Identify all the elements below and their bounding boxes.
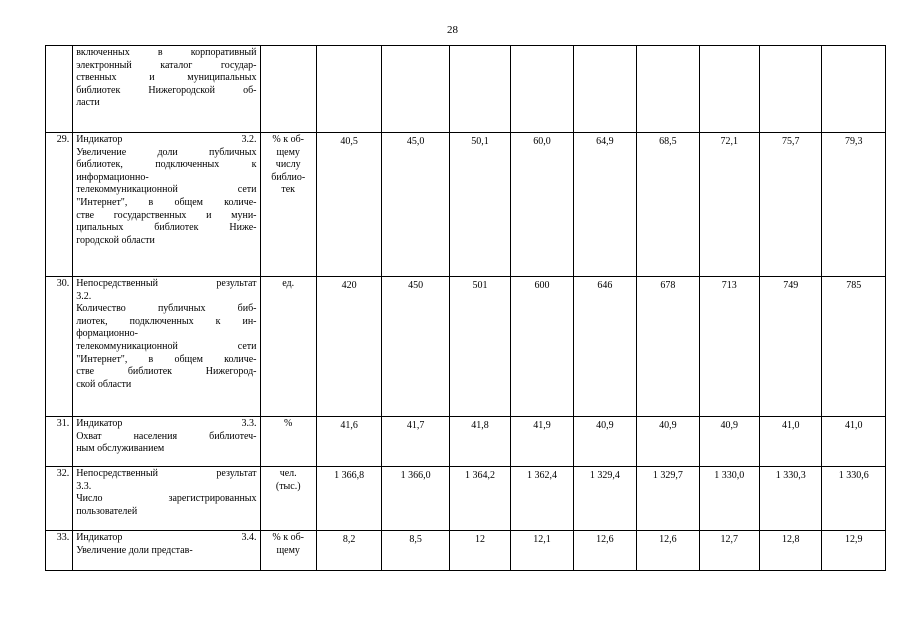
unit-line: % к об-	[272, 134, 305, 145]
value-cell: 1 364,2	[449, 467, 510, 531]
value-cell: 1 330,0	[699, 467, 759, 531]
value-cell: 450	[382, 277, 449, 417]
description-line: Охват населения библиотеч-	[76, 430, 257, 442]
value-cell	[637, 46, 699, 133]
description-line: 3.3.	[76, 480, 92, 492]
value-cell: 41,6	[316, 417, 381, 467]
value-cell	[822, 46, 886, 133]
unit-line: ед.	[282, 278, 295, 289]
value-cell	[511, 46, 573, 133]
description-line: пользователей	[76, 505, 138, 517]
description-line: стве государственных и муни-	[76, 209, 257, 221]
value-cell	[760, 46, 822, 133]
description-line: библиотек Нижегородской об-	[76, 84, 257, 96]
description-line: ласти	[76, 97, 100, 109]
indicator-description	[73, 277, 260, 417]
unit-line: чел.	[279, 468, 297, 479]
table-row	[46, 417, 886, 467]
description-line: формационно-	[76, 328, 138, 340]
indicator-description	[73, 531, 260, 571]
row-number: 33.	[46, 531, 73, 571]
value-cell: 40,5	[316, 133, 381, 277]
description-line: Непосредственный результат	[76, 278, 257, 289]
value-cell: 501	[449, 277, 510, 417]
value-cell: 600	[511, 277, 573, 417]
value-cell: 8,2	[316, 531, 381, 571]
value-cell: 41,8	[449, 417, 510, 467]
value-cell: 12,1	[511, 531, 573, 571]
description-line: ственных и муниципальных	[76, 72, 257, 84]
unit-line: щему	[276, 544, 300, 556]
value-cell: 1 366,0	[382, 467, 449, 531]
value-cell: 12,9	[822, 531, 886, 571]
indicator-description	[73, 133, 260, 277]
description-line: телекоммуникационной сети	[76, 340, 257, 352]
value-cell: 8,5	[382, 531, 449, 571]
value-cell: 40,9	[637, 417, 699, 467]
value-cell: 60,0	[511, 133, 573, 277]
value-cell	[449, 46, 510, 133]
value-cell: 64,9	[573, 133, 636, 277]
description-line: Непосредственный результат	[76, 468, 257, 479]
value-cell: 1 330,6	[822, 467, 886, 531]
page-number: 28	[447, 24, 458, 36]
value-cell: 1 329,4	[573, 467, 636, 531]
description-line: городской области	[76, 234, 155, 246]
value-cell: 41,7	[382, 417, 449, 467]
value-cell	[316, 46, 381, 133]
value-cell: 41,0	[822, 417, 886, 467]
unit-line: (тыс.)	[275, 480, 301, 492]
description-line: Увеличение доли представ-	[76, 544, 193, 556]
unit-of-measure	[260, 467, 316, 531]
description-line: телекоммуникационной сети	[76, 184, 257, 196]
indicator-description	[73, 46, 260, 133]
description-line: "Интернет", в общем количе-	[76, 353, 257, 365]
row-number: 31.	[46, 417, 73, 467]
table-row	[46, 46, 886, 133]
table-row	[46, 133, 886, 277]
value-cell: 1 366,8	[316, 467, 381, 531]
description-line: Индикатор 3.3.	[76, 418, 257, 429]
unit-of-measure	[260, 531, 316, 571]
description-line: ской области	[76, 378, 132, 390]
description-line: информационно-	[76, 171, 149, 183]
table-row	[46, 467, 886, 531]
unit-line: тек	[281, 184, 296, 196]
value-cell: 72,1	[699, 133, 759, 277]
value-cell: 12,8	[760, 531, 822, 571]
value-cell: 12	[449, 531, 510, 571]
value-cell: 40,9	[699, 417, 759, 467]
description-line: Индикатор 3.4.	[76, 532, 257, 543]
value-cell: 45,0	[382, 133, 449, 277]
value-cell: 1 329,7	[637, 467, 699, 531]
value-cell: 1 362,4	[511, 467, 573, 531]
row-number: 30.	[46, 277, 73, 417]
value-cell: 749	[760, 277, 822, 417]
row-number: 32.	[46, 467, 73, 531]
unit-line: %	[284, 418, 293, 429]
unit-of-measure	[260, 46, 316, 133]
value-cell: 785	[822, 277, 886, 417]
value-cell: 646	[573, 277, 636, 417]
unit-line: % к об-	[272, 532, 305, 543]
description-line: Индикатор 3.2.	[76, 134, 257, 145]
value-cell: 41,0	[760, 417, 822, 467]
indicator-description	[73, 467, 260, 531]
value-cell: 12,6	[637, 531, 699, 571]
value-cell	[699, 46, 759, 133]
unit-of-measure	[260, 277, 316, 417]
indicators-table	[45, 45, 886, 571]
value-cell: 420	[316, 277, 381, 417]
table-row	[46, 531, 886, 571]
description-line: ным обслуживанием	[76, 443, 165, 455]
value-cell: 41,9	[511, 417, 573, 467]
unit-of-measure	[260, 133, 316, 277]
value-cell: 50,1	[449, 133, 510, 277]
value-cell: 12,7	[699, 531, 759, 571]
description-line: включенных в корпоративный	[76, 47, 257, 58]
description-line: Количество публичных биб-	[76, 303, 257, 315]
value-cell: 40,9	[573, 417, 636, 467]
row-number	[46, 46, 73, 133]
value-cell: 678	[637, 277, 699, 417]
unit-line: щему	[276, 146, 300, 158]
value-cell: 713	[699, 277, 759, 417]
indicator-description	[73, 417, 260, 467]
description-line: электронный каталог государ-	[76, 59, 257, 71]
value-cell	[573, 46, 636, 133]
unit-of-measure	[260, 417, 316, 467]
unit-line: числу	[275, 159, 301, 171]
table-row	[46, 277, 886, 417]
description-line: Число зарегистрированных	[76, 493, 257, 505]
description-line: Увеличение доли публичных	[76, 146, 257, 158]
description-line: лиотек, подключенных к ин-	[76, 315, 257, 327]
row-number: 29.	[46, 133, 73, 277]
value-cell	[382, 46, 449, 133]
description-line: ципальных библиотек Ниже-	[76, 222, 257, 234]
description-line: стве библиотек Нижегород-	[76, 366, 257, 378]
value-cell: 79,3	[822, 133, 886, 277]
unit-line: библио-	[271, 171, 306, 183]
value-cell: 75,7	[760, 133, 822, 277]
description-line: 3.2.	[76, 290, 92, 302]
description-line: "Интернет", в общем количе-	[76, 196, 257, 208]
value-cell: 1 330,3	[760, 467, 822, 531]
value-cell: 68,5	[637, 133, 699, 277]
value-cell: 12,6	[573, 531, 636, 571]
description-line: библиотек, подключенных к	[76, 159, 257, 171]
